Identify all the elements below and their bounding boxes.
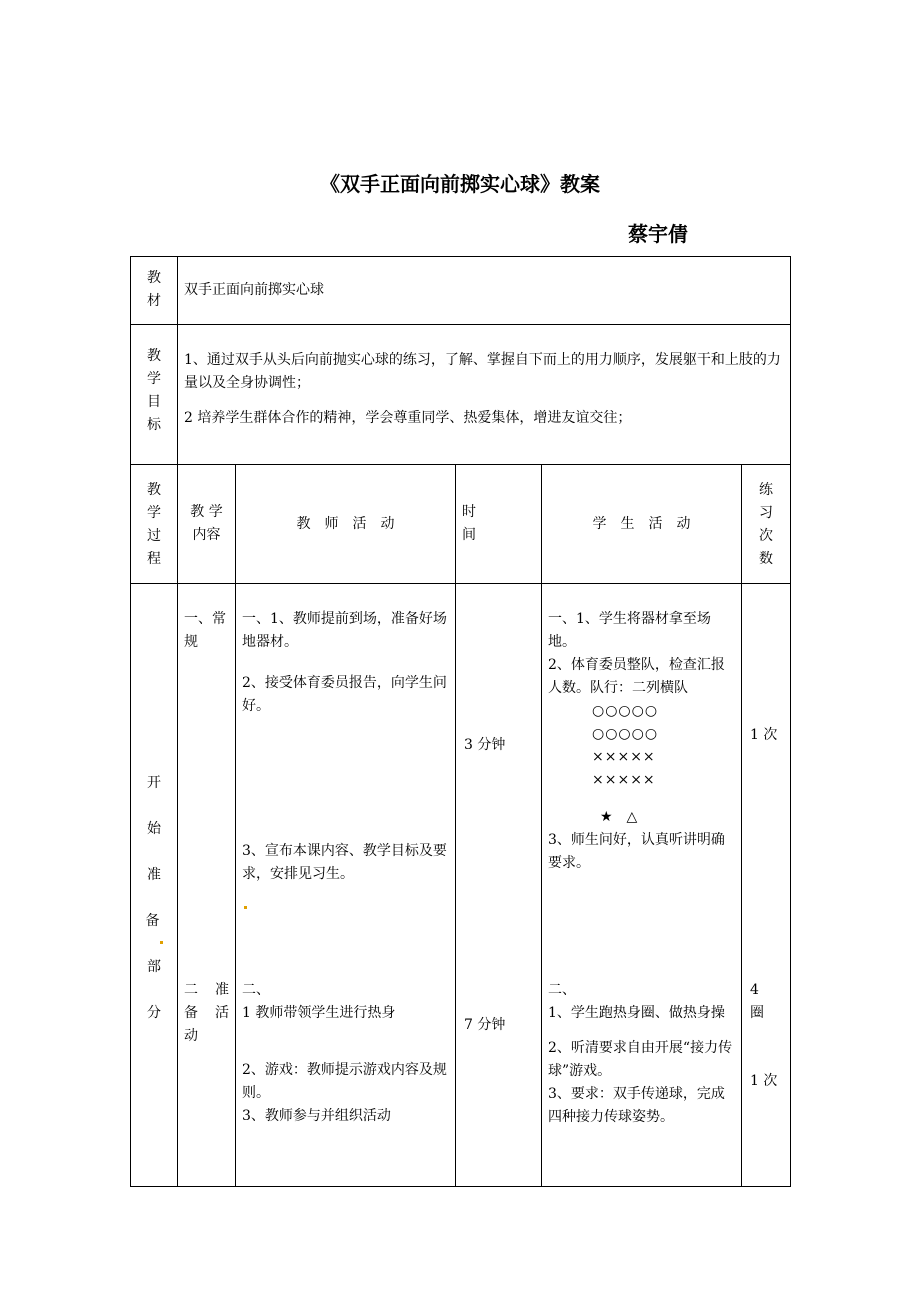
material-label: 教 材	[131, 257, 178, 325]
section-student: 一、1、学生将器材拿至场地。 2、体育委员整队，检查汇报人数。队行：二列横队 ○○○○○ ○○○○○ ××××× ××××× ★ △ 3、师生问好，认真听讲明确要求。 二、 1、学生跑热身圈、做热身操 2、听清要求自由开展“接力传球”游戏。 3、要求：双手传递球，完成四种接力传球姿势。	[542, 584, 742, 1187]
count-2: 4 圈	[750, 982, 764, 1021]
formation-grid: ○○○○○ ○○○○○ ××××× ×××××	[592, 703, 659, 788]
time-2: 7 分钟	[464, 1017, 506, 1033]
goal-1: 1、通过双手从头后向前抛实心球的练习，了解、掌握自下而上的用力顺序，发展躯干和上肢的力量以及全身协调性；	[184, 352, 781, 391]
section-label: 开 始 准 备 部 分	[131, 584, 178, 1187]
time-1: 3 分钟	[464, 737, 506, 753]
goals-row	[131, 325, 791, 465]
content-warmup: 二 准备 活动	[184, 982, 229, 1044]
header-content: 教 学 内容	[178, 465, 236, 584]
goals-label: 教 学 目 标	[131, 325, 178, 465]
section-count	[742, 584, 791, 1187]
lesson-plan-table	[130, 256, 791, 1187]
section-teacher: 一、1、教师提前到场，准备好场地器材。 2、接受体育委员报告，向学生问好。 3、宣布本课内容、教学目标及要求，安排见习生。 二、 1 教师带领学生进行热身 2、游戏：教师提示游戏内容及规则。 3、教师参与并组织活动	[236, 584, 456, 1187]
material-row	[131, 257, 791, 325]
header-process: 教 学 过 程	[131, 465, 178, 584]
header-count: 练 习 次 数	[742, 465, 791, 584]
section-content	[178, 584, 236, 1187]
header-student: 学 生 活 动	[542, 465, 742, 584]
author-name: 蔡宇倩	[628, 222, 688, 246]
section-time	[456, 584, 542, 1187]
document-title: 《双手正面向前掷实心球》教案	[320, 172, 600, 196]
goal-2: 2 培养学生群体合作的精神，学会尊重同学、热爱集体，增进友谊交往；	[184, 410, 632, 426]
header-time: 时 间	[456, 465, 542, 584]
mark	[244, 906, 247, 909]
teacher-position-marks: ★ △	[600, 809, 638, 825]
goals-text	[178, 325, 791, 465]
header-teacher: 教 师 活 动	[236, 465, 456, 584]
count-3: 1 次	[750, 1073, 778, 1089]
count-1: 1 次	[750, 727, 778, 743]
process-header-row	[131, 465, 791, 584]
material-value: 双手正面向前掷实心球	[178, 257, 791, 325]
content-routine: 一、常规	[184, 611, 226, 650]
start-section-row	[131, 584, 791, 1187]
